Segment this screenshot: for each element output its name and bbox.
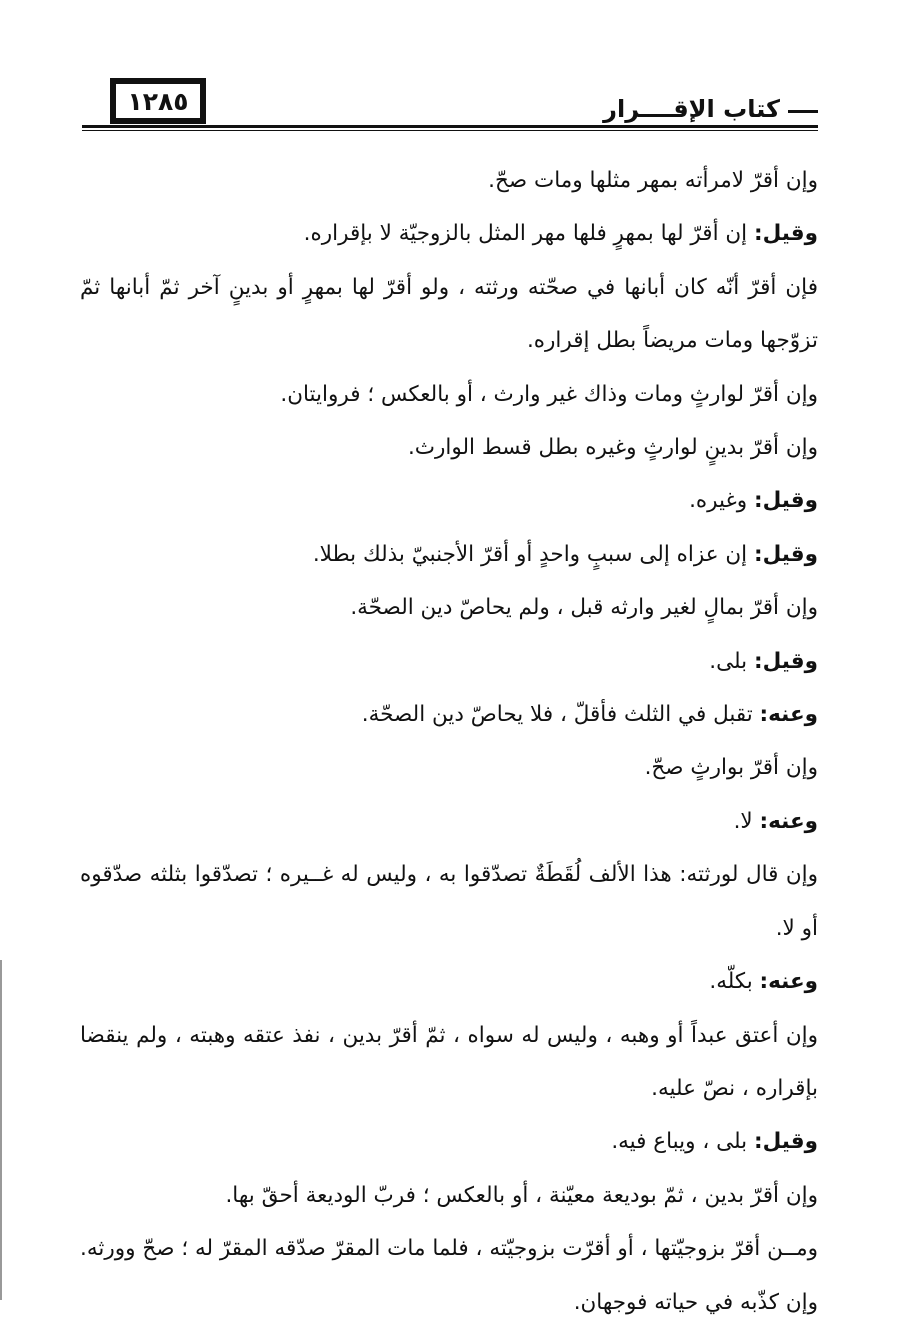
header-rule-thin	[82, 130, 818, 131]
paragraph	[80, 368, 818, 421]
paragraph-label: وقيل:	[753, 1129, 818, 1155]
paragraph	[80, 1222, 818, 1329]
paragraph-text: بكلّه.	[709, 969, 760, 995]
paragraph-label: وقيل:	[753, 221, 818, 247]
paragraph	[80, 528, 818, 581]
page-header	[82, 78, 818, 134]
paragraph	[80, 848, 818, 955]
paragraph-text: بلى ، ويباع فيه.	[611, 1129, 754, 1155]
paragraph	[80, 581, 818, 634]
paragraph-text: وإن أقرّ بوارثٍ صحّ.	[644, 755, 818, 781]
paragraph-text: لا.	[733, 808, 760, 834]
paragraph	[80, 474, 818, 527]
title-dash	[788, 110, 818, 113]
paragraph-text: إن عزاه إلى سببٍ واحدٍ أو أقرّ الأجنبيّ بذلك بطلا.	[312, 541, 754, 567]
paragraph-text: وغيره.	[689, 488, 754, 514]
paragraph-text: وإن أعتق عبداً أو وهبه ، وليس له سواه ، ثمّ أقرّ بدين ، نفذ عتقه وهبته ، ولم ينقضا بإقراره ، نصّ عليه.	[80, 1022, 818, 1101]
paragraph	[80, 1009, 818, 1116]
paragraph	[80, 1169, 818, 1222]
header-rule-thick	[82, 125, 818, 128]
paragraph-text: وإن أقرّ بدينٍ لوارثٍ وغيره بطل قسط الوارث.	[407, 435, 818, 461]
paragraph	[80, 955, 818, 1008]
paragraph-label: وقيل:	[753, 488, 818, 514]
paragraph-text: بلى.	[709, 648, 754, 674]
paragraph-text: وإن أقرّ بدين ، ثمّ بوديعة معيّنة ، أو بالعكس ؛ فربّ الوديعة أحقّ بها.	[225, 1182, 818, 1208]
paragraph-text: إن أقرّ لها بمهرٍ فلها مهر المثل بالزوجيّة لا بإقراره.	[303, 221, 754, 247]
paragraph-label: وعنه:	[759, 702, 818, 728]
paragraph	[80, 421, 818, 474]
body-text	[80, 154, 818, 1329]
paragraph	[80, 635, 818, 688]
paragraph-label: وعنه:	[759, 808, 818, 834]
paragraph-text: ومــن أقرّ بزوجيّتها ، أو أقرّت بزوجيّته ، فلما مات المقرّ صدّقه المقرّ له ؛ صحّ وورثه. وإن كذّبه في حياته فوجهان.	[80, 1236, 818, 1315]
paragraph	[80, 741, 818, 794]
paragraph	[80, 688, 818, 741]
paragraph-text: وإن أقرّ لامرأته بمهر مثلها ومات صحّ.	[488, 168, 818, 193]
paragraph-label: وقيل:	[753, 541, 818, 567]
paragraph-label: وقيل:	[753, 648, 818, 674]
paragraph-text: تقبل في الثلث فأقلّ ، فلا يحاصّ دين الصحّة.	[361, 702, 760, 728]
paragraph	[80, 154, 818, 207]
book-title: كتاب الإقــــرار	[593, 94, 790, 124]
paragraph-text: وإن أقرّ بمالٍ لغير وارثه قبل ، ولم يحاصّ دين الصحّة.	[350, 595, 818, 621]
paragraph	[80, 795, 818, 848]
paragraph	[80, 207, 818, 260]
paragraph-label: وعنه:	[759, 969, 818, 995]
page-number: ١٢٨٥	[110, 78, 206, 124]
paragraph-text: فإن أقرّ أنّه كان أبانها في صحّته ورثته ، ولو أقرّ لها بمهرٍ أو بدينٍ آخر ثمّ أبانها ثمّ تزوّجها ومات مريضاً بطل إقراره.	[80, 274, 818, 354]
paragraph-text: وإن قال لورثته: هذا الألف لُقَطَةٌ تصدّقوا به ، وليس له غــيره ؛ تصدّقوا بثلثه صدّقوه أو لا.	[80, 862, 818, 941]
paragraph	[80, 261, 818, 368]
paragraph-text: وإن أقرّ لوارثٍ ومات وذاك غير وارث ، أو بالعكس ؛ فروايتان.	[280, 381, 818, 407]
paragraph	[80, 1115, 818, 1168]
scan-edge-line	[0, 960, 2, 1300]
